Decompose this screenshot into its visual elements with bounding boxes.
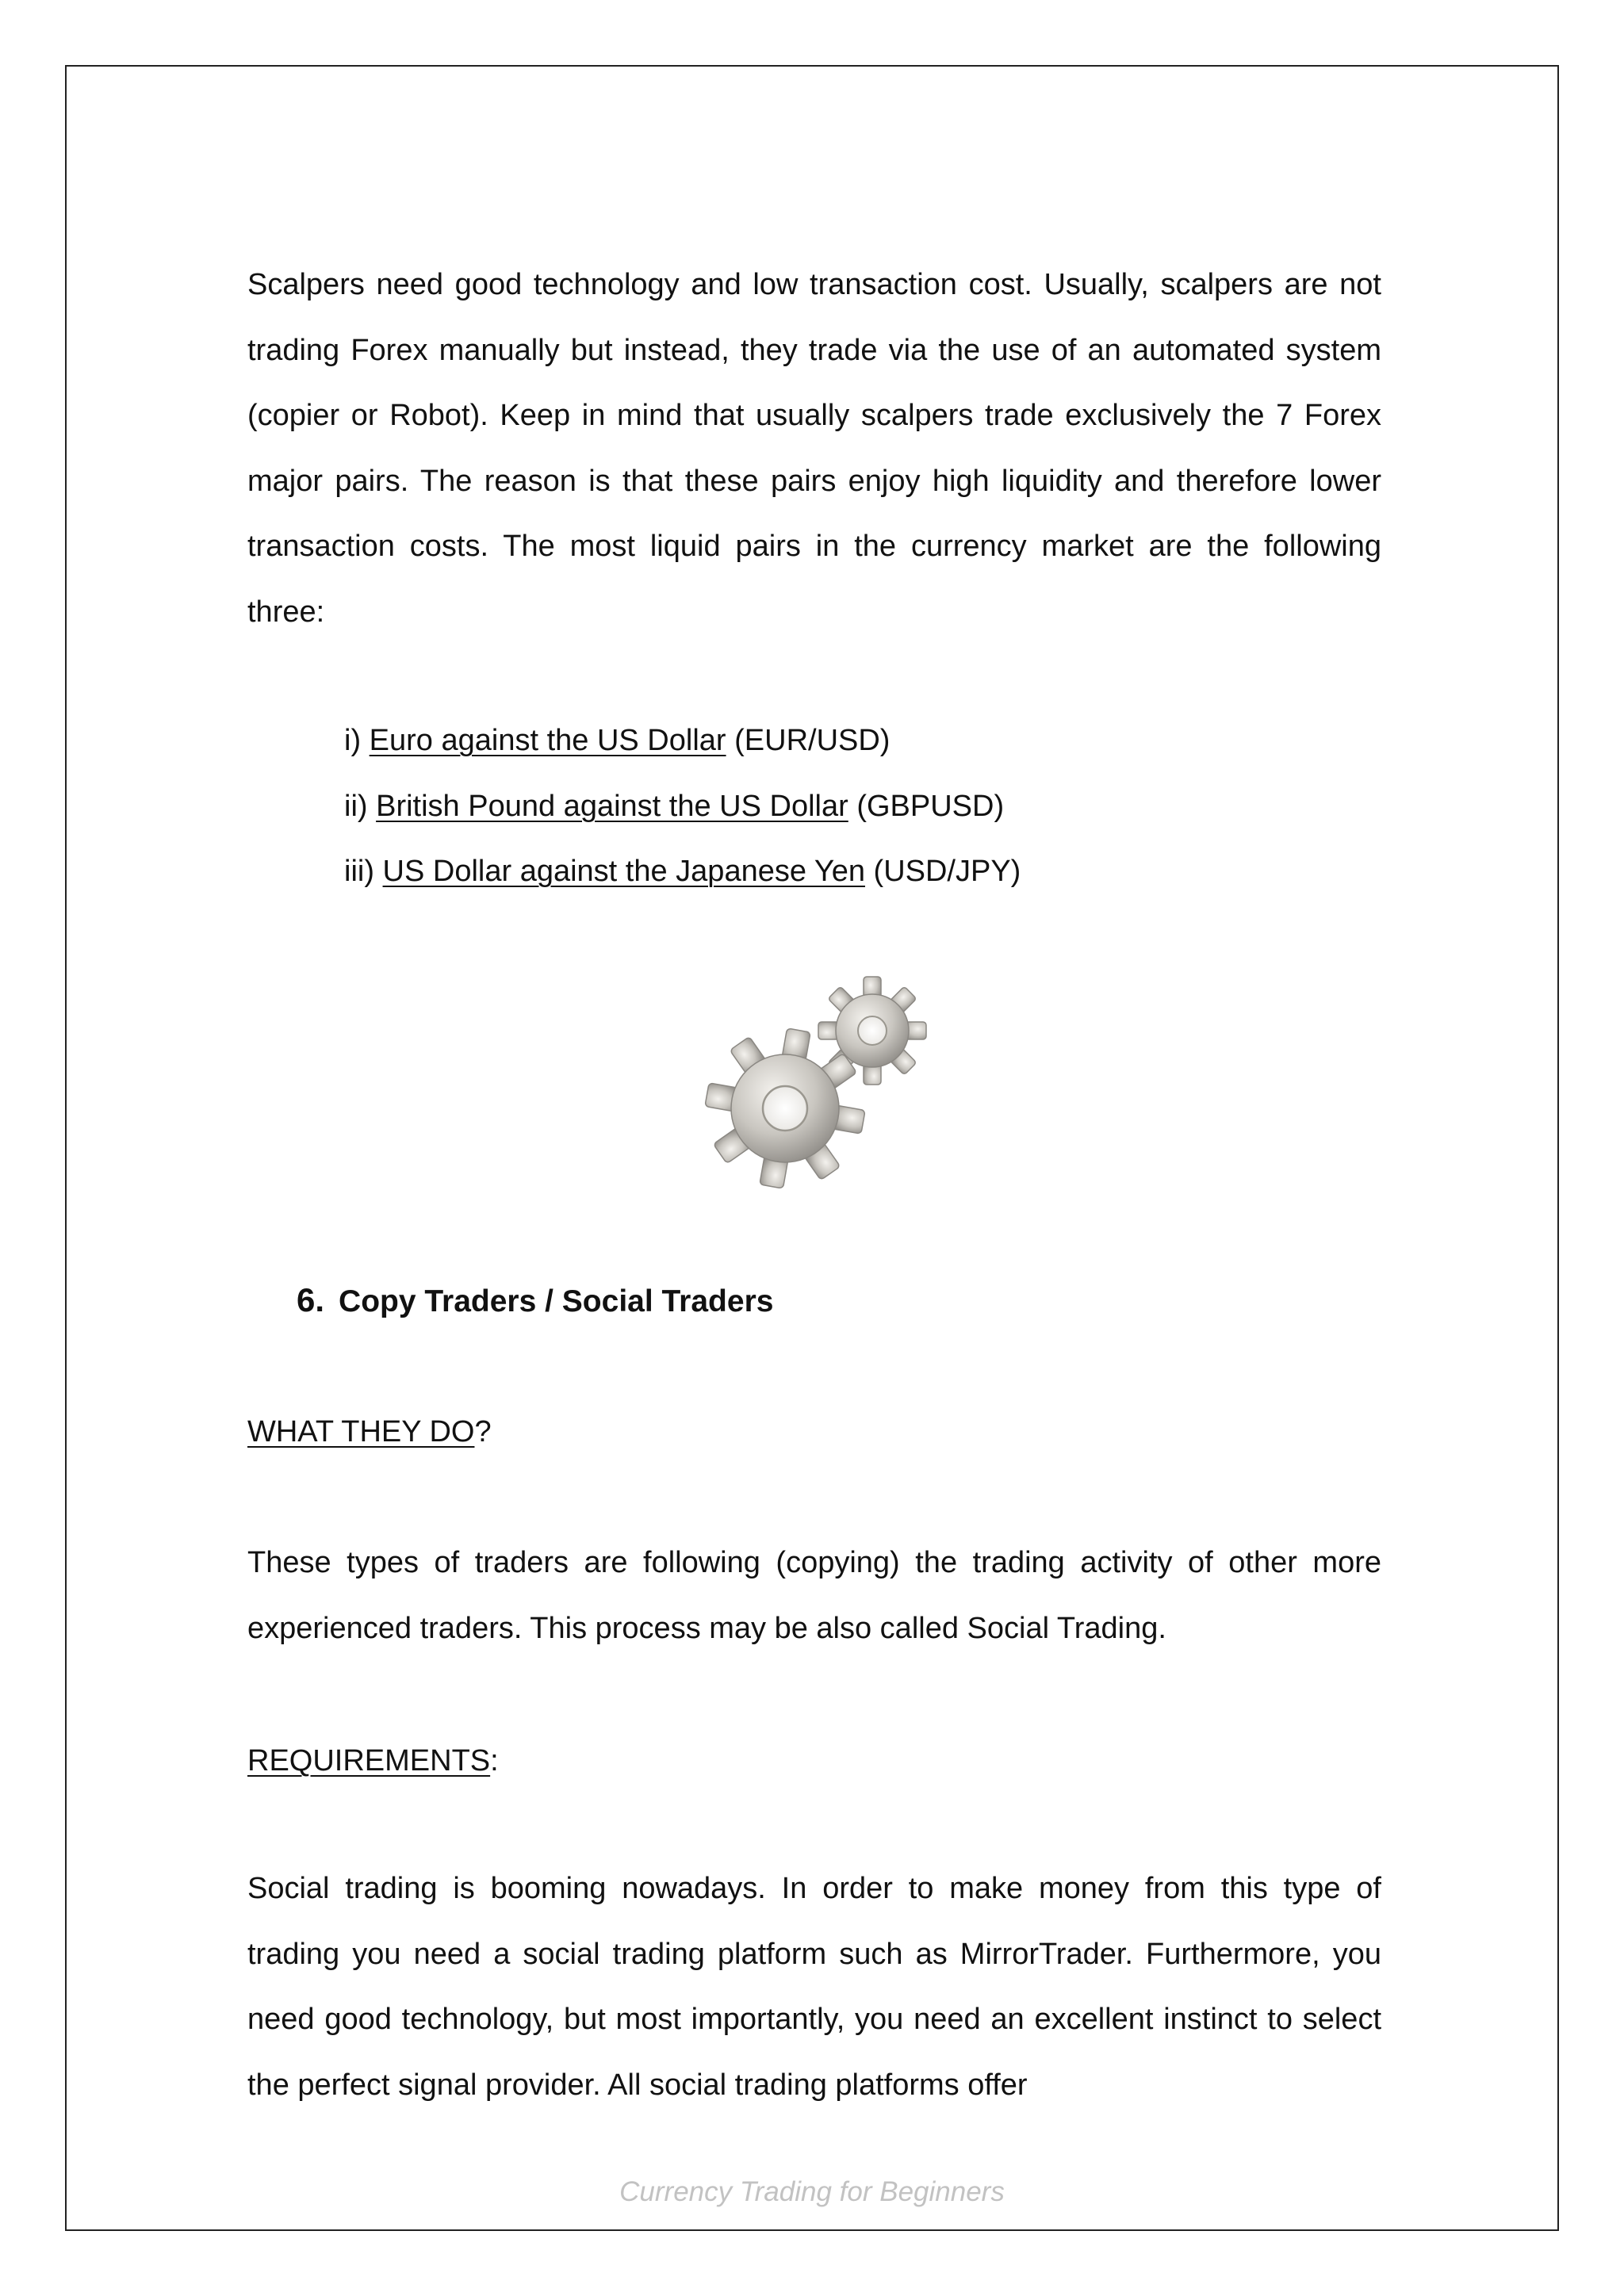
scalpers-paragraph: Scalpers need good technology and low transaction cost. Usually, scalpers are not trading Forex manually but instead, they trade via the use of an automated system (copier or Robot). Keep in mind that usually scalpers trade exclusively the 7 Forex major pairs. The reason is that these pairs enjoy high liquidity and therefore lower transaction costs. The most liquid pairs in the currency market are the following three: bbox=[247, 268, 1381, 629]
section-heading bbox=[297, 1276, 773, 1326]
what-they-do-text: WHAT THEY DO bbox=[247, 1415, 475, 1448]
list-item-prefix: i) bbox=[344, 724, 370, 757]
requirements-label bbox=[247, 1737, 499, 1785]
pair-code: (USD/JPY) bbox=[864, 855, 1021, 888]
requirements-text: REQUIREMENTS bbox=[247, 1744, 491, 1777]
list-item bbox=[344, 708, 1296, 774]
list-item bbox=[344, 774, 1296, 840]
what-they-do-label bbox=[247, 1408, 492, 1456]
requirements-suffix: : bbox=[490, 1744, 499, 1777]
what-they-do-suffix: ? bbox=[474, 1415, 492, 1448]
list-item-prefix: iii) bbox=[344, 855, 383, 888]
section-title: Copy Traders / Social Traders bbox=[339, 1284, 774, 1318]
liquid-pairs-list bbox=[344, 708, 1296, 905]
copy-traders-paragraph: These types of traders are following (copying) the trading activity of other more experienced traders. This process may be also called Social Trading. bbox=[247, 1546, 1381, 1645]
footer-title: Currency Trading for Beginners bbox=[619, 2176, 1005, 2207]
pair-name: Euro against the US Dollar bbox=[369, 724, 726, 757]
gears-icon bbox=[698, 974, 936, 1196]
pair-name: US Dollar against the Japanese Yen bbox=[382, 855, 865, 888]
pair-code: (GBPUSD) bbox=[848, 789, 1005, 823]
list-item-prefix: ii) bbox=[344, 789, 377, 823]
pair-name: British Pound against the US Dollar bbox=[376, 789, 848, 823]
section-number: 6. bbox=[297, 1281, 325, 1318]
social-trading-paragraph: Social trading is booming nowadays. In order to make money from this type of trading you need a social trading platform such as MirrorTrader. Furthermore, you need good technology, but most importantly, you need an excellent instinct to select the perfect signal provider. All social trading platforms offer bbox=[247, 1872, 1381, 2102]
list-item bbox=[344, 839, 1296, 905]
pair-code: (EUR/USD) bbox=[726, 724, 891, 757]
